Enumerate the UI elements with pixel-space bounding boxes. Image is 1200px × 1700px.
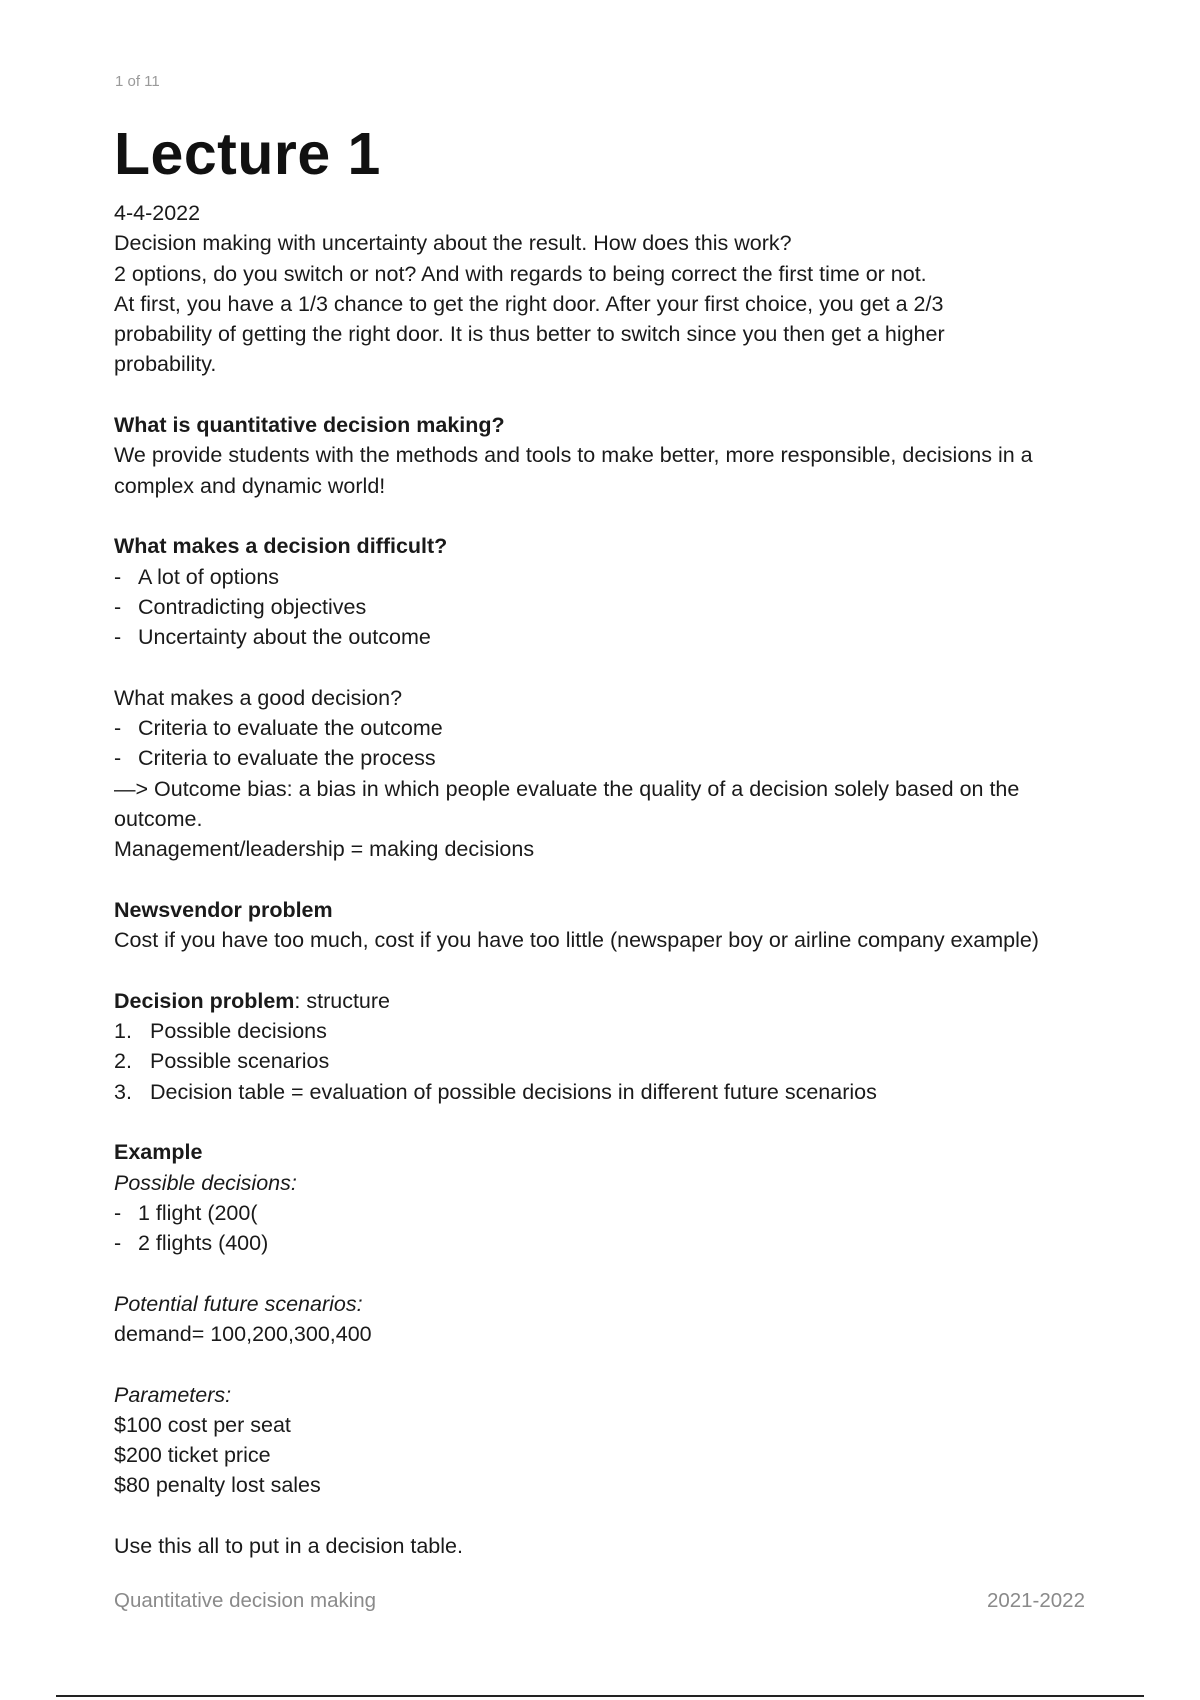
section-heading-qdm: What is quantitative decision making? — [114, 413, 505, 438]
outcome-bias-line: outcome. — [114, 806, 203, 831]
qdm-text-line: complex and dynamic world! — [114, 473, 386, 498]
parameter-line: $100 cost per seat — [114, 1412, 291, 1437]
section-heading-example: Example — [114, 1140, 203, 1165]
document-content — [114, 118, 1104, 1561]
lecture-date: 4-4-2022 — [114, 201, 201, 225]
parameters-label: Parameters: — [114, 1382, 232, 1407]
newsvendor-text: Cost if you have too much, cost if you have too little (newspaper boy or airline company example) — [114, 928, 1039, 953]
numbered-item: 3. Decision table = evaluation of possible decisions in different future scenarios — [114, 1079, 877, 1104]
intro-line: At first, you have a 1/3 chance to get the right door. After your first choice, you get a 2/3 — [114, 291, 944, 316]
numbered-item: 1. Possible decisions — [114, 1019, 327, 1044]
conclusion-line: Use this all to put in a decision table. — [114, 1534, 463, 1559]
list-item: - 2 flights (400) — [114, 1231, 269, 1256]
parameter-line: $200 ticket price — [114, 1443, 271, 1468]
scenarios-label: Potential future scenarios: — [114, 1291, 363, 1316]
parameter-line: $80 penalty lost sales — [114, 1473, 321, 1498]
page-title: Lecture 1 — [114, 121, 381, 187]
demand-line: demand= 100,200,300,400 — [114, 1321, 372, 1346]
section-heading-good: What makes a good decision? — [114, 685, 403, 710]
footer-course: Quantitative decision making — [114, 1589, 377, 1612]
list-item: - Contradicting objectives — [114, 594, 367, 619]
section-heading-difficult: What makes a decision difficult? — [114, 534, 448, 559]
intro-line: Decision making with uncertainty about the result. How does this work? — [114, 231, 792, 256]
bottom-divider — [56, 1695, 1144, 1697]
list-item: - A lot of options — [114, 564, 280, 589]
qdm-text-line: We provide students with the methods and tools to make better, more responsible, decisions in a — [114, 443, 1033, 468]
intro-line: probability. — [114, 352, 217, 377]
management-line: Management/leadership = making decisions — [114, 837, 535, 862]
list-item: - Criteria to evaluate the process — [114, 746, 436, 771]
outcome-bias-line: —> Outcome bias: a bias in which people evaluate the quality of a decision solely based on the — [114, 776, 1020, 801]
intro-line: probability of getting the right door. It is thus better to switch since you then get a higher — [114, 322, 945, 347]
section-heading-decision-problem: Decision problem: structure — [114, 988, 390, 1013]
intro-line: 2 options, do you switch or not? And with regards to being correct the first time or not. — [114, 261, 927, 286]
section-heading-newsvendor: Newsvendor problem — [114, 897, 333, 922]
list-item: - Criteria to evaluate the outcome — [114, 716, 443, 741]
footer-year: 2021-2022 — [986, 1589, 1085, 1612]
list-item: - 1 flight (200( — [114, 1200, 258, 1225]
page-indicator: 1 of 11 — [115, 73, 160, 90]
numbered-item: 2. Possible scenarios — [114, 1049, 330, 1074]
decisions-label: Possible decisions: — [114, 1170, 297, 1195]
document-body — [114, 198, 1104, 1561]
list-item: - Uncertainty about the outcome — [114, 625, 431, 650]
